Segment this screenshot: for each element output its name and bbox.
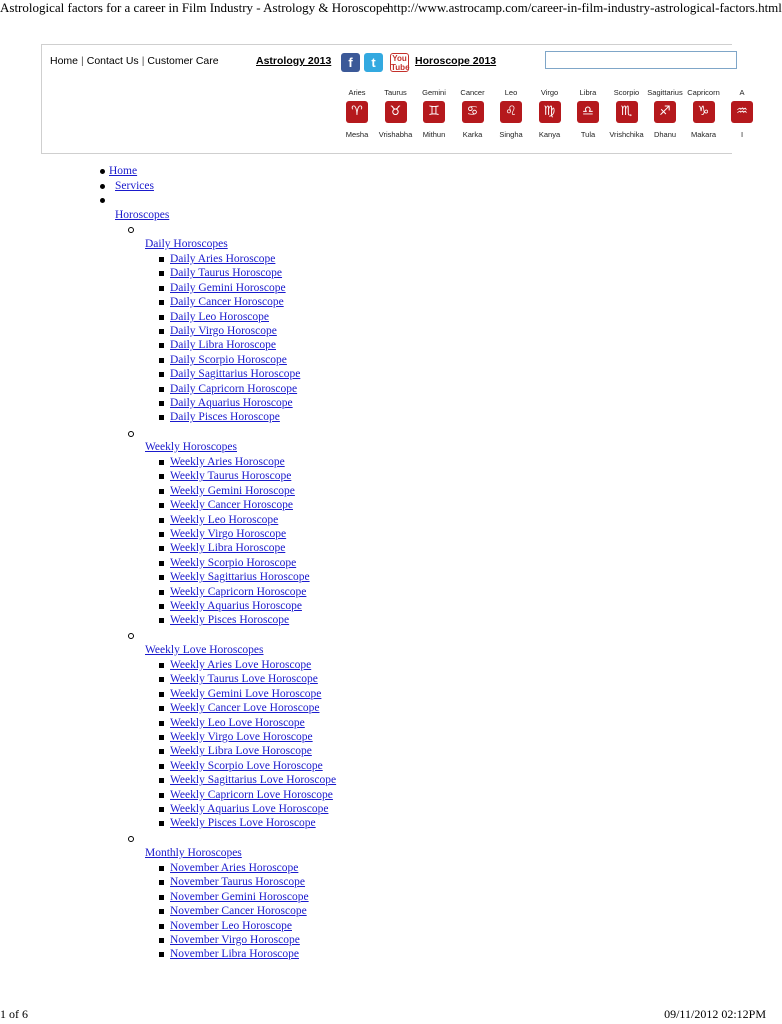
list-item — [109, 208, 175, 222]
list-bullet — [100, 169, 105, 174]
list-item — [170, 527, 286, 541]
list-bullet — [159, 952, 164, 957]
list-bullet — [159, 561, 164, 566]
zodiac-english-name: Libra — [579, 88, 597, 97]
submenu-love-item-link[interactable]: Weekly Taurus Love Horoscope — [170, 673, 318, 686]
list-bullet — [159, 546, 164, 551]
zodiac-english-name: Aries — [348, 88, 366, 97]
submenu-daily-title-link[interactable]: Daily Horoscopes — [145, 238, 228, 250]
list-bullet — [159, 271, 164, 276]
list-item — [170, 310, 269, 324]
zodiac-english-name: Taurus — [384, 88, 407, 97]
submenu-weekly-item-link[interactable]: Weekly Libra Horoscope — [170, 542, 286, 555]
list-bullet — [159, 460, 164, 465]
list-item — [170, 324, 277, 338]
list-bullet — [159, 880, 164, 885]
list-bullet — [159, 749, 164, 754]
list-item — [170, 585, 306, 599]
zodiac-hindi-name: Karka — [462, 130, 483, 139]
list-item — [170, 933, 300, 947]
zodiac-symbol-icon[interactable]: ♉ — [385, 101, 407, 123]
menu-services-link[interactable]: Services — [115, 180, 154, 192]
submenu-daily-item-link[interactable]: Daily Leo Horoscope — [170, 310, 269, 323]
submenu-daily-item-link[interactable]: Daily Cancer Horoscope — [170, 296, 284, 309]
list-item — [170, 701, 319, 715]
list-item — [170, 266, 282, 280]
youtube-icon[interactable]: You Tube — [391, 54, 410, 72]
list-bullet — [159, 764, 164, 769]
list-item — [170, 744, 312, 758]
list-item — [170, 599, 302, 613]
submenu-love-item-link[interactable]: Weekly Sagittarius Love Horoscope — [170, 774, 337, 787]
list-bullet — [159, 518, 164, 523]
submenu-love-item-link[interactable]: Weekly Virgo Love Horoscope — [170, 731, 313, 743]
zodiac-english-name: Leo — [504, 88, 518, 97]
zodiac-sign-3[interactable] — [453, 87, 493, 141]
twitter-icon[interactable]: t — [364, 53, 383, 72]
list-bullet — [159, 604, 164, 609]
list-bullet — [159, 387, 164, 392]
zodiac-symbol-icon[interactable]: ♏ — [616, 101, 638, 123]
list-item — [170, 730, 313, 744]
topnav-home-link[interactable]: Home — [50, 55, 79, 67]
print-page-url: http://www.astrocamp.com/career-in-film-industry-astrological-factors.html — [387, 0, 782, 15]
list-item — [170, 716, 305, 730]
submenu-weekly-item-link[interactable]: Weekly Aries Horoscope — [170, 456, 285, 468]
zodiac-hindi-name: Dhanu — [653, 130, 677, 139]
list-item — [170, 484, 295, 498]
submenu-daily-item-link[interactable]: Daily Virgo Horoscope — [170, 325, 277, 337]
list-bullet — [159, 372, 164, 377]
zodiac-symbol-icon[interactable]: ♐ — [654, 101, 676, 123]
menu-home-link[interactable]: Home — [109, 165, 138, 177]
submenu-love-title-link[interactable]: Weekly Love Horoscopes — [145, 644, 264, 656]
list-bullet — [128, 227, 134, 233]
list-bullet — [159, 489, 164, 494]
list-bullet — [159, 300, 164, 305]
submenu-monthly-item-link[interactable]: November Cancer Horoscope — [170, 905, 307, 918]
list-item — [170, 613, 289, 627]
submenu-weekly-item-link[interactable]: Weekly Sagittarius Horoscope — [170, 571, 310, 584]
list-bullet — [159, 315, 164, 320]
list-item — [170, 556, 296, 570]
list-item — [170, 410, 280, 424]
submenu-love-item-link[interactable]: Weekly Leo Love Horoscope — [170, 716, 305, 729]
list-bullet — [159, 895, 164, 900]
submenu-daily-item-link[interactable]: Daily Libra Horoscope — [170, 339, 277, 352]
list-bullet — [159, 358, 164, 363]
submenu-love-item-link[interactable]: Weekly Aquarius Love Horoscope — [170, 803, 329, 815]
list-item — [170, 353, 287, 367]
list-bullet — [159, 257, 164, 262]
zodiac-hindi-name: Vrishchika — [609, 130, 644, 139]
submenu-daily-item-link[interactable]: Daily Gemini Horoscope — [170, 281, 286, 294]
zodiac-english-name: Virgo — [540, 88, 559, 97]
submenu-daily-item-link[interactable]: Daily Aries Horoscope — [170, 253, 276, 265]
zodiac-symbol-icon[interactable]: ♍ — [539, 101, 561, 123]
submenu-daily-item-link[interactable]: Daily Sagittarius Horoscope — [170, 368, 301, 381]
list-bullet — [159, 807, 164, 812]
submenu-weekly-item-link[interactable]: Weekly Gemini Horoscope — [170, 484, 295, 497]
print-footer — [0, 1007, 768, 1024]
list-item — [170, 773, 336, 787]
list-bullet — [159, 618, 164, 623]
submenu-monthly-item-link[interactable]: November Virgo Horoscope — [170, 934, 300, 946]
list-item — [170, 875, 305, 889]
list-bullet — [159, 575, 164, 580]
zodiac-sign-4[interactable] — [491, 87, 531, 141]
print-page-number: 1 of 6 — [0, 1007, 28, 1021]
submenu-weekly-item-link[interactable]: Weekly Taurus Horoscope — [170, 470, 292, 483]
submenu-weekly-item-link[interactable]: Weekly Virgo Horoscope — [170, 528, 287, 540]
list-item — [109, 179, 160, 193]
list-bullet — [159, 343, 164, 348]
list-bullet — [159, 532, 164, 537]
list-bullet — [159, 286, 164, 291]
zodiac-symbol-icon[interactable]: ♊ — [423, 101, 445, 123]
zodiac-sign-1[interactable] — [376, 87, 416, 141]
submenu-weekly-title-link[interactable]: Weekly Horoscopes — [145, 441, 238, 453]
list-bullet — [159, 821, 164, 826]
submenu-love-item-link[interactable]: Weekly Scorpio Love Horoscope — [170, 759, 323, 772]
zodiac-hindi-name: I — [740, 130, 744, 139]
list-bullet — [159, 663, 164, 668]
zodiac-english-name: Scorpio — [613, 88, 640, 97]
list-bullet — [100, 184, 105, 189]
submenu-love-item-link[interactable]: Weekly Libra Love Horoscope — [170, 745, 312, 758]
list-bullet — [128, 836, 134, 842]
submenu-love-item-link[interactable]: Weekly Capricorn Love Horoscope — [170, 788, 333, 801]
submenu-monthly-item-link[interactable]: November Gemini Horoscope — [170, 890, 309, 903]
list-item — [170, 382, 297, 396]
submenu-daily-item-link[interactable]: Daily Taurus Horoscope — [170, 267, 283, 280]
list-item — [170, 687, 321, 701]
submenu-monthly-item-link[interactable]: November Libra Horoscope — [170, 948, 300, 961]
list-item — [170, 802, 328, 816]
zodiac-english-name: Gemini — [422, 88, 446, 97]
list-bullet — [159, 706, 164, 711]
site-header — [41, 44, 748, 154]
list-item — [139, 440, 243, 454]
list-bullet — [128, 633, 134, 639]
zodiac-symbol-icon[interactable]: ♈ — [346, 101, 368, 123]
topnav-separator: | — [141, 55, 145, 67]
list-item — [170, 816, 316, 830]
zodiac-sign-8[interactable] — [645, 87, 685, 141]
submenu-daily-item-link[interactable]: Daily Aquarius Horoscope — [170, 397, 293, 409]
list-bullet — [159, 938, 164, 943]
list-item — [170, 281, 286, 295]
zodiac-english-name: Capricorn — [687, 88, 720, 97]
submenu-weekly-item-link[interactable]: Weekly Cancer Horoscope — [170, 499, 293, 512]
list-item — [170, 469, 291, 483]
zodiac-symbol-icon[interactable]: ♑ — [693, 101, 715, 123]
list-bullet — [159, 474, 164, 479]
zodiac-hindi-name: Makara — [690, 130, 716, 139]
list-bullet — [159, 677, 164, 682]
list-bullet — [159, 415, 164, 420]
search-input[interactable] — [545, 51, 737, 69]
list-item — [170, 759, 323, 773]
list-item — [139, 643, 270, 657]
zodiac-sign-9[interactable] — [684, 87, 724, 141]
submenu-daily-item-link[interactable]: Daily Scorpio Horoscope — [170, 353, 287, 366]
print-page-title: Astrological factors for a career in Film Industry - Astrology & Horoscope — [0, 0, 389, 15]
list-bullet — [128, 431, 134, 437]
zodiac-symbol-icon[interactable]: ♋ — [462, 101, 484, 123]
list-bullet — [159, 866, 164, 871]
submenu-love-item-link[interactable]: Weekly Aries Love Horoscope — [170, 659, 312, 671]
list-item — [170, 570, 310, 584]
submenu-love-item-link[interactable]: Weekly Gemini Love Horoscope — [170, 687, 322, 700]
submenu-daily-item-link[interactable]: Daily Capricorn Horoscope — [170, 382, 298, 395]
list-item — [170, 904, 307, 918]
list-bullet — [159, 924, 164, 929]
zodiac-sign-0[interactable] — [337, 87, 377, 141]
list-item — [109, 164, 137, 178]
list-bullet — [159, 793, 164, 798]
list-item — [170, 252, 275, 266]
list-bullet — [159, 778, 164, 783]
submenu-weekly-item-link[interactable]: Weekly Leo Horoscope — [170, 513, 279, 526]
submenu-weekly-item-link[interactable]: Weekly Scorpio Horoscope — [170, 556, 297, 569]
list-item — [139, 846, 248, 860]
submenu-daily-item-link[interactable]: Daily Pisces Horoscope — [170, 411, 280, 424]
zodiac-hindi-name: Mithun — [422, 130, 446, 139]
print-datetime: 09/11/2012 02:12PM — [664, 1007, 766, 1021]
zodiac-strip — [339, 87, 748, 147]
submenu-love-item-link[interactable]: Weekly Cancer Love Horoscope — [170, 702, 320, 715]
zodiac-english-name: Cancer — [460, 88, 485, 97]
list-item — [170, 919, 292, 933]
list-bullet — [159, 692, 164, 697]
list-bullet — [159, 735, 164, 740]
list-item — [170, 672, 318, 686]
topnav-customer-care-link[interactable]: Customer Care — [147, 55, 219, 67]
list-bullet — [159, 590, 164, 595]
list-item — [170, 455, 285, 469]
zodiac-hindi-name: Mesha — [345, 130, 369, 139]
zodiac-sign-6[interactable] — [568, 87, 608, 141]
submenu-love-item-link[interactable]: Weekly Pisces Love Horoscope — [170, 817, 316, 830]
zodiac-symbol-icon[interactable]: ♎ — [577, 101, 599, 123]
list-item — [139, 237, 234, 251]
zodiac-hindi-name: Vrishabha — [378, 130, 413, 139]
list-bullet — [159, 721, 164, 726]
menu-horoscopes-link[interactable]: Horoscopes — [115, 209, 170, 221]
zodiac-english-name: Sagittarius — [647, 88, 683, 97]
zodiac-sign-5[interactable] — [530, 87, 570, 141]
submenu-monthly-item-link[interactable]: November Aries Horoscope — [170, 862, 299, 874]
list-item — [170, 541, 285, 555]
submenu-monthly-title-link[interactable]: Monthly Horoscopes — [145, 847, 242, 859]
list-item — [170, 658, 311, 672]
zodiac-sign-7[interactable] — [607, 87, 647, 141]
list-item — [170, 295, 284, 309]
submenu-monthly-item-link[interactable]: November Leo Horoscope — [170, 919, 292, 932]
zodiac-hindi-name: Kanya — [538, 130, 561, 139]
submenu-weekly-item-link[interactable]: Weekly Capricorn Horoscope — [170, 585, 307, 598]
topnav-contact-link[interactable]: Contact Us — [86, 55, 139, 67]
zodiac-english-name: A — [739, 88, 745, 97]
zodiac-symbol-icon[interactable]: ♌ — [500, 101, 522, 123]
submenu-weekly-item-link[interactable]: Weekly Pisces Horoscope — [170, 614, 290, 627]
list-item — [170, 890, 309, 904]
submenu-weekly-item-link[interactable]: Weekly Aquarius Horoscope — [170, 600, 302, 612]
zodiac-hindi-name: Singha — [499, 130, 523, 139]
list-bullet — [159, 909, 164, 914]
list-bullet — [159, 503, 164, 508]
list-bullet — [100, 198, 105, 203]
zodiac-sign-2[interactable] — [414, 87, 454, 141]
list-bullet — [159, 401, 164, 406]
horoscope-2013-link[interactable]: Horoscope 2013 — [415, 55, 497, 67]
zodiac-hindi-name: Tula — [580, 130, 596, 139]
list-item — [170, 338, 276, 352]
list-bullet — [159, 329, 164, 334]
list-item — [170, 498, 293, 512]
list-item — [170, 367, 300, 381]
list-item — [170, 947, 299, 961]
zodiac-sign-10[interactable] — [722, 87, 762, 141]
zodiac-symbol-icon[interactable]: ♒ — [731, 101, 753, 123]
print-header — [0, 0, 782, 20]
list-item — [170, 788, 333, 802]
facebook-icon[interactable]: f — [341, 53, 360, 72]
top-nav — [50, 55, 219, 67]
list-item — [170, 396, 293, 410]
list-item — [170, 513, 278, 527]
topnav-separator: | — [81, 55, 84, 67]
list-item — [170, 861, 298, 875]
astrology-2013-link[interactable]: Astrology 2013 — [256, 55, 332, 67]
submenu-monthly-item-link[interactable]: November Taurus Horoscope — [170, 876, 306, 889]
